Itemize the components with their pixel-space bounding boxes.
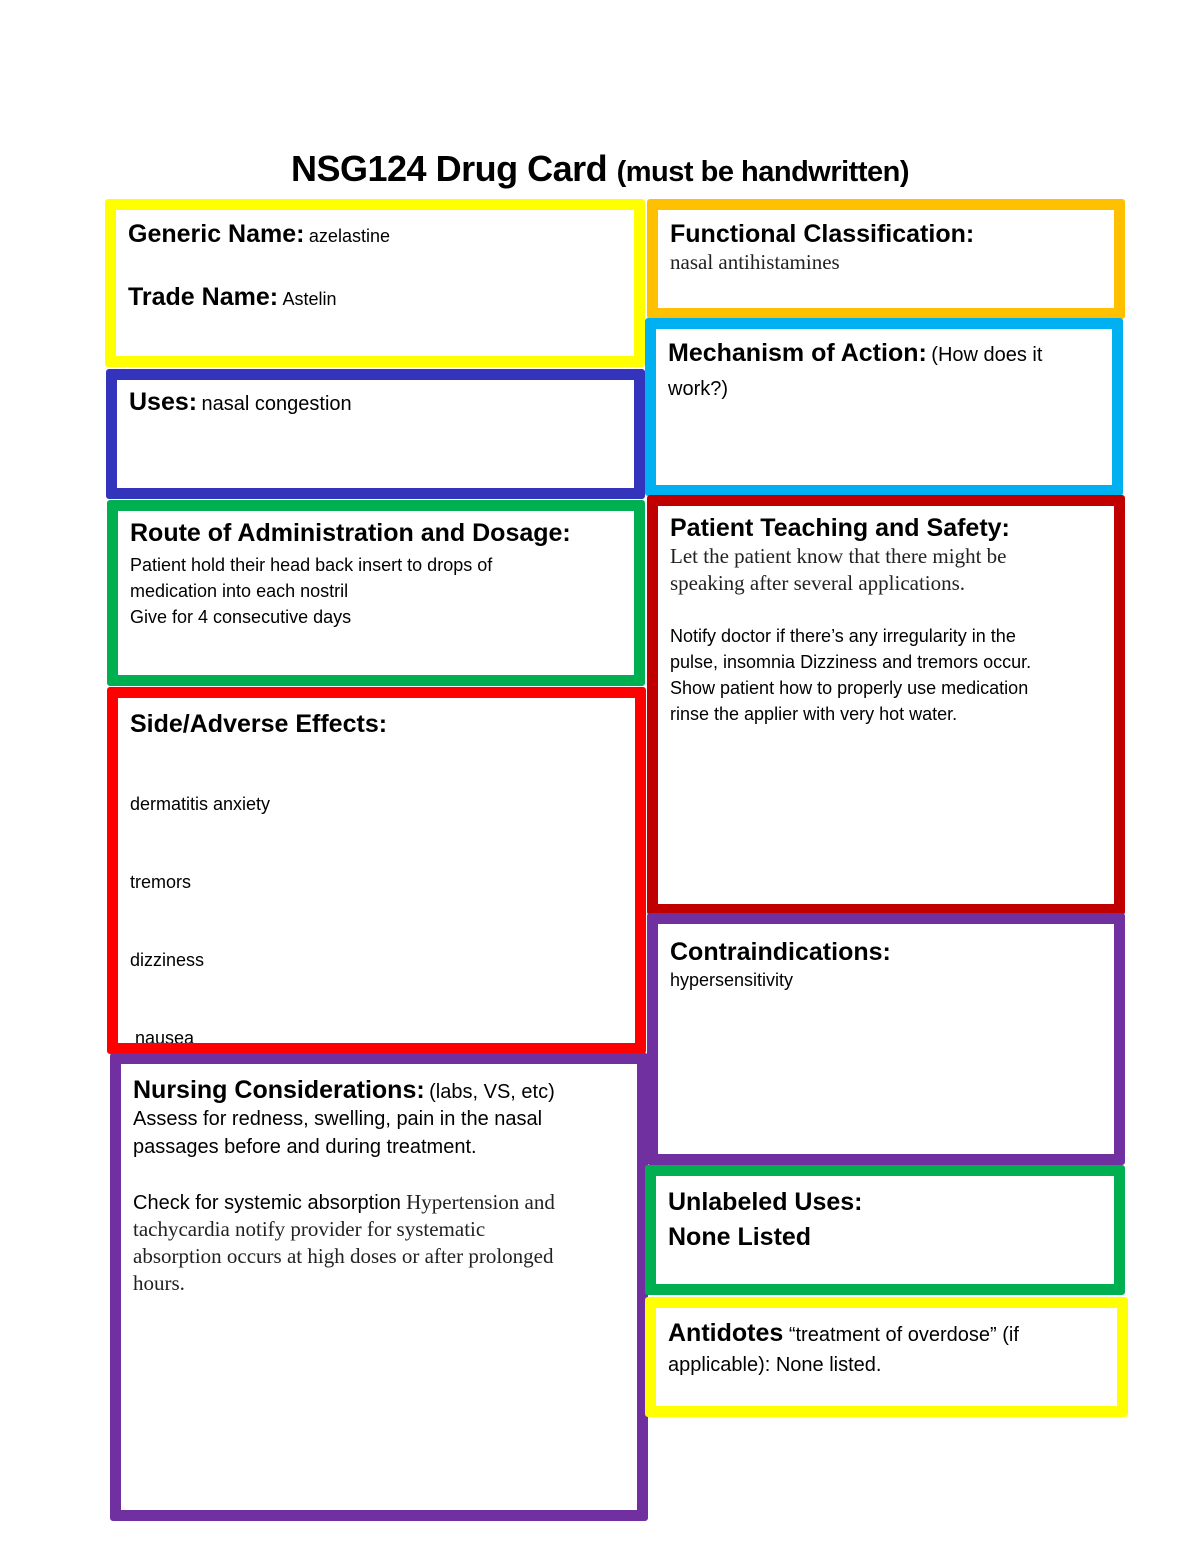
generic-name-label: Generic Name: (128, 220, 305, 248)
contraindications-value: hypersensitivity (670, 970, 794, 990)
trade-name-value: Astelin (282, 289, 337, 309)
route-label: Route of Administration and Dosage: (130, 519, 571, 547)
side-effects-box (107, 687, 646, 1054)
nursing-para2-serif-first: Hypertension and (400, 1190, 555, 1214)
route-line: medication into each nostril (130, 581, 349, 601)
nursing-para2-line: absorption occurs at high doses or after prolonged (133, 1244, 554, 1268)
mechanism-note: (How does it work?) (668, 344, 1043, 400)
generic-trade-box (105, 199, 645, 367)
generic-name-value: azelastine (308, 226, 390, 246)
unlabeled-uses-label: Unlabeled Uses: (668, 1188, 863, 1216)
nursing-para2-line: hours. (133, 1271, 185, 1295)
functional-classification-box (647, 199, 1125, 319)
nursing-considerations-box (110, 1053, 648, 1521)
patient-teaching-box (647, 495, 1125, 915)
functional-classification-value: nasal antihistamines (670, 250, 840, 274)
uses-value: nasal congestion (201, 393, 352, 415)
mechanism-label: Mechanism of Action: (668, 339, 927, 367)
route-line: Patient hold their head back insert to drops of (130, 555, 493, 575)
uses-box (106, 369, 645, 499)
teaching-line: pulse, insomnia Dizziness and tremors occur. (670, 652, 1032, 672)
antidotes-label: Antidotes (668, 1319, 784, 1347)
side-effect-item: dizziness (130, 950, 205, 970)
contraindications-label: Contraindications: (670, 938, 891, 966)
teaching-line: Show patient how to properly use medication (670, 678, 1029, 698)
contraindications-box (647, 913, 1125, 1165)
antidotes-text-2: applicable): None listed. (668, 1354, 882, 1376)
uses-label: Uses: (129, 388, 198, 416)
route-line: Give for 4 consecutive days (130, 607, 352, 627)
functional-classification-label: Functional Classification: (670, 220, 975, 248)
mechanism-box (645, 318, 1123, 496)
side-effect-item: nausea (130, 1028, 195, 1048)
nursing-para2-line: tachycardia notify provider for systematic (133, 1217, 486, 1241)
teaching-serif-line: Let the patient know that there might be (670, 544, 1007, 568)
nursing-para1-line: Assess for redness, swelling, pain in the nasal (133, 1108, 543, 1130)
nursing-para2-bold: Check for systemic absorption (133, 1192, 401, 1214)
page-title (0, 148, 1200, 190)
antidotes-box (645, 1297, 1128, 1417)
patient-teaching-label: Patient Teaching and Safety: (670, 514, 1010, 542)
route-box (107, 500, 645, 686)
antidotes-text-1: “treatment of overdose” (if (783, 1324, 1019, 1346)
teaching-line: Notify doctor if there’s any irregularity in the (670, 626, 1016, 646)
title-main: NSG124 Drug Card (291, 148, 608, 189)
teaching-line: rinse the applier with very hot water. (670, 704, 958, 724)
unlabeled-uses-box (645, 1165, 1125, 1295)
side-effects-label: Side/Adverse Effects: (130, 710, 388, 738)
nursing-note: (labs, VS, etc) (429, 1081, 555, 1103)
side-effect-item: tremors (130, 872, 192, 892)
title-sub: (must be handwritten) (616, 156, 909, 188)
trade-name-label: Trade Name: (128, 283, 279, 311)
side-effect-item: dermatitis anxiety (130, 794, 271, 814)
nursing-para1-line: passages before and during treatment. (133, 1136, 477, 1158)
nursing-label: Nursing Considerations: (133, 1076, 425, 1104)
teaching-serif-line: speaking after several applications. (670, 571, 966, 595)
unlabeled-uses-value: None Listed (668, 1223, 812, 1251)
